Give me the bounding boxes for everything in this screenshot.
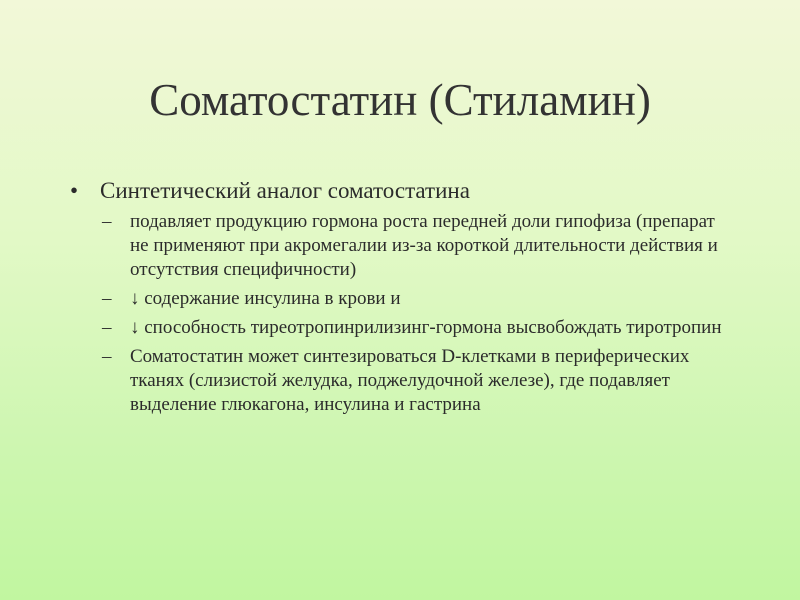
sub-bullet-item (70, 316, 730, 340)
dash-marker: – (102, 288, 112, 309)
slide-title: Соматостатин (Стиламин) (149, 75, 651, 125)
sub-bullet-item (70, 210, 730, 282)
sub-bullet-text: ↓ содержание инсулина в крови и (130, 288, 401, 309)
sub-bullet-text: Соматостатин может синтезироваться D-клетками в периферических тканях (слизистой желудка, поджелудочной железе), где подавляет выделение глюкагона, инсулина и гастрина (130, 346, 690, 415)
dash-marker: – (102, 211, 112, 232)
sub-bullet-item (70, 345, 730, 417)
sub-bullet-text: ↓ способность тиреотропинрилизинг-гормона высвобождать тиротропин (130, 317, 722, 338)
sub-bullet-item (70, 287, 730, 311)
bullet-item (70, 176, 730, 206)
sub-bullet-list (70, 210, 730, 417)
dash-marker: – (102, 317, 112, 338)
sub-bullet-text: подавляет продукцию гормона роста передней доли гипофиза (препарат не применяют при акромегалии из-за короткой длительности действия и отсутствия специфичности) (130, 211, 718, 280)
slide-body (70, 176, 730, 422)
bullet-marker: • (70, 178, 79, 203)
bullet-text: Синтетический аналог соматостатина (100, 178, 470, 203)
dash-marker: – (102, 346, 112, 367)
